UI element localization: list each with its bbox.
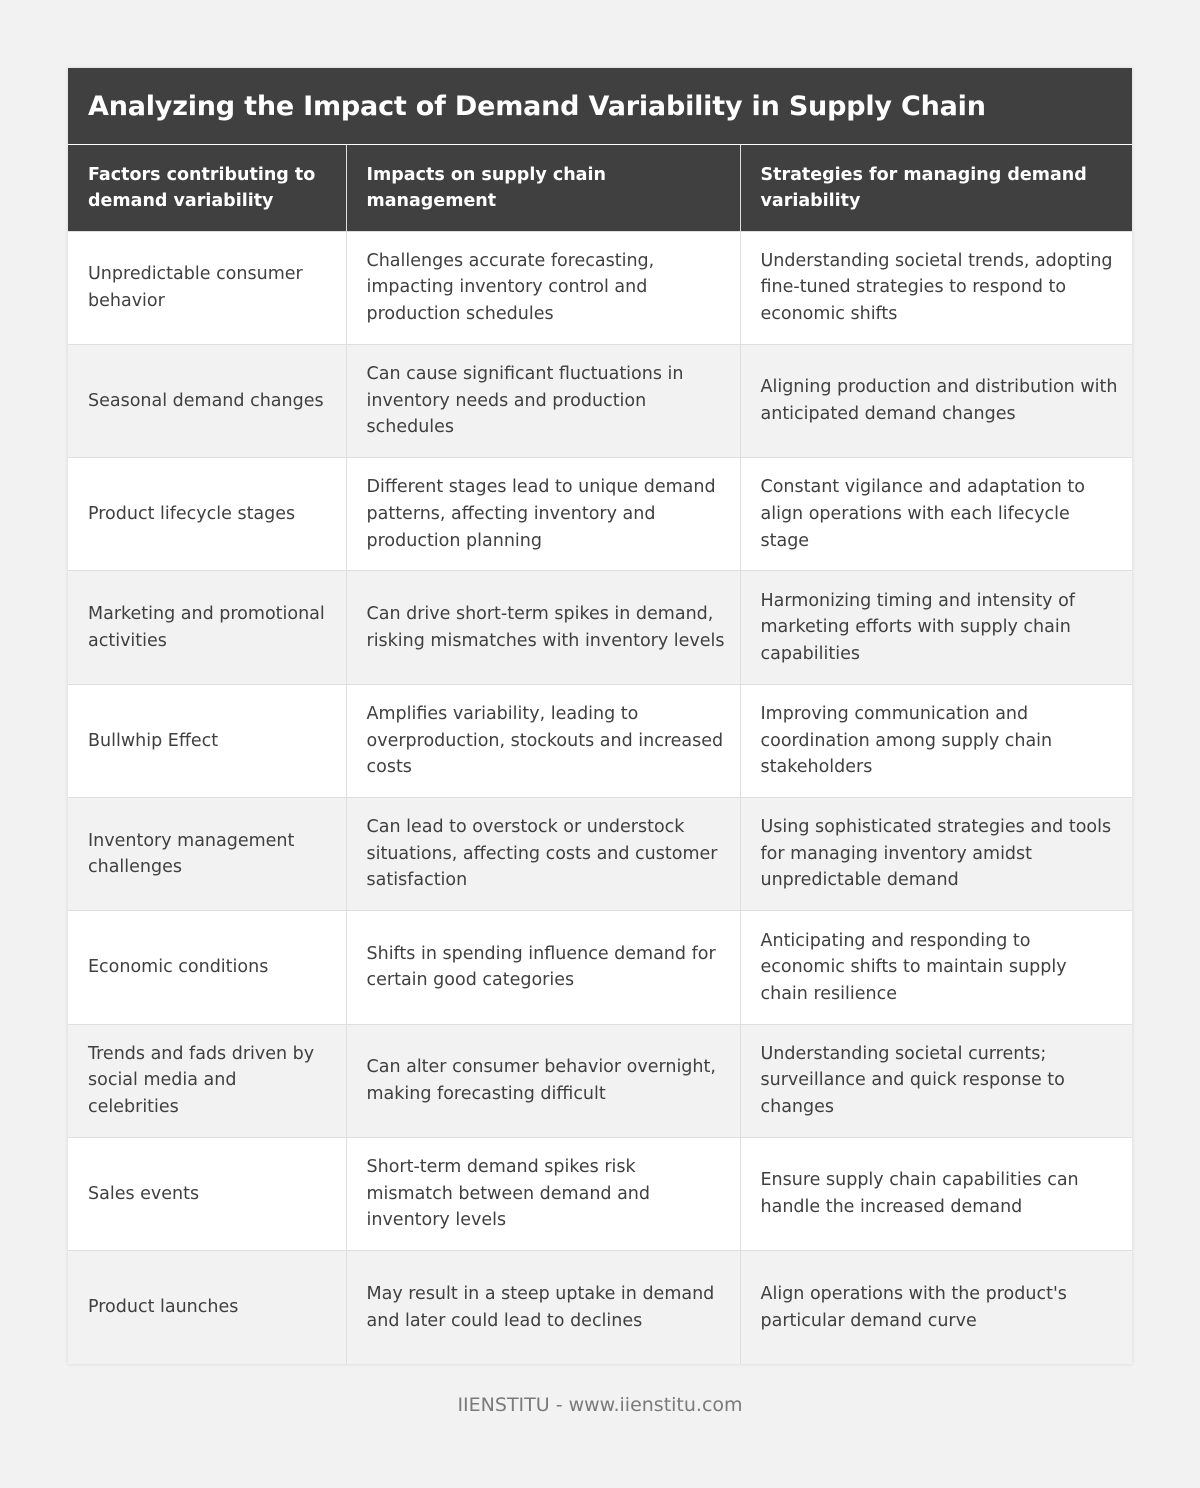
strategy-cell: Align operations with the product's particular demand curve xyxy=(740,1251,1132,1364)
table-row xyxy=(68,1137,1132,1250)
table-row xyxy=(68,344,1132,457)
factor-cell: Economic conditions xyxy=(68,911,346,1024)
impact-cell: Shifts in spending influence demand for certain good categories xyxy=(346,911,740,1024)
strategy-cell: Understanding societal trends, adopting fine-tuned strategies to respond to economic shifts xyxy=(740,231,1132,344)
impact-cell: Can drive short-term spikes in demand, risking mismatches with inventory levels xyxy=(346,571,740,684)
impact-cell: Can alter consumer behavior overnight, making forecasting difficult xyxy=(346,1024,740,1137)
strategy-cell: Understanding societal currents; surveillance and quick response to changes xyxy=(740,1024,1132,1137)
impact-cell: Amplifies variability, leading to overproduction, stockouts and increased costs xyxy=(346,684,740,797)
impact-cell: Can lead to overstock or understock situations, affecting costs and customer satisfaction xyxy=(346,797,740,910)
factor-cell: Unpredictable consumer behavior xyxy=(68,231,346,344)
factor-cell: Seasonal demand changes xyxy=(68,344,346,457)
table-row xyxy=(68,1024,1132,1137)
factor-cell: Inventory management challenges xyxy=(68,797,346,910)
factor-cell: Product lifecycle stages xyxy=(68,458,346,571)
strategy-cell: Using sophisticated strategies and tools for managing inventory amidst unpredictable demand xyxy=(740,797,1132,910)
table-row xyxy=(68,458,1132,571)
data-table xyxy=(68,145,1132,1364)
table-row xyxy=(68,1251,1132,1364)
table-row xyxy=(68,797,1132,910)
table-row xyxy=(68,571,1132,684)
impact-cell: May result in a steep uptake in demand and later could lead to declines xyxy=(346,1251,740,1364)
page-title: Analyzing the Impact of Demand Variability in Supply Chain xyxy=(88,90,986,122)
footer-credit: IIENSTITU - www.iienstitu.com xyxy=(457,1394,743,1416)
title-bar xyxy=(68,68,1132,145)
table-row xyxy=(68,911,1132,1024)
factor-cell: Bullwhip Effect xyxy=(68,684,346,797)
impact-cell: Short-term demand spikes risk mismatch between demand and inventory levels xyxy=(346,1137,740,1250)
strategy-cell: Anticipating and responding to economic shifts to maintain supply chain resilience xyxy=(740,911,1132,1024)
strategy-cell: Constant vigilance and adaptation to align operations with each lifecycle stage xyxy=(740,458,1132,571)
strategy-cell: Improving communication and coordination among supply chain stakeholders xyxy=(740,684,1132,797)
factor-cell: Trends and fads driven by social media and celebrities xyxy=(68,1024,346,1137)
column-header-strategies: Strategies for managing demand variability xyxy=(740,145,1132,231)
table-row xyxy=(68,684,1132,797)
strategy-cell: Harmonizing timing and intensity of marketing efforts with supply chain capabilities xyxy=(740,571,1132,684)
impact-cell: Can cause significant fluctuations in inventory needs and production schedules xyxy=(346,344,740,457)
header-row xyxy=(68,145,1132,231)
table-row xyxy=(68,231,1132,344)
table-card xyxy=(68,68,1132,1364)
strategy-cell: Ensure supply chain capabilities can handle the increased demand xyxy=(740,1137,1132,1250)
column-header-factors: Factors contributing to demand variability xyxy=(68,145,346,231)
impact-cell: Different stages lead to unique demand patterns, affecting inventory and production planning xyxy=(346,458,740,571)
impact-cell: Challenges accurate forecasting, impacting inventory control and production schedules xyxy=(346,231,740,344)
factor-cell: Product launches xyxy=(68,1251,346,1364)
strategy-cell: Aligning production and distribution with anticipated demand changes xyxy=(740,344,1132,457)
factor-cell: Sales events xyxy=(68,1137,346,1250)
column-header-impacts: Impacts on supply chain management xyxy=(346,145,740,231)
factor-cell: Marketing and promotional activities xyxy=(68,571,346,684)
